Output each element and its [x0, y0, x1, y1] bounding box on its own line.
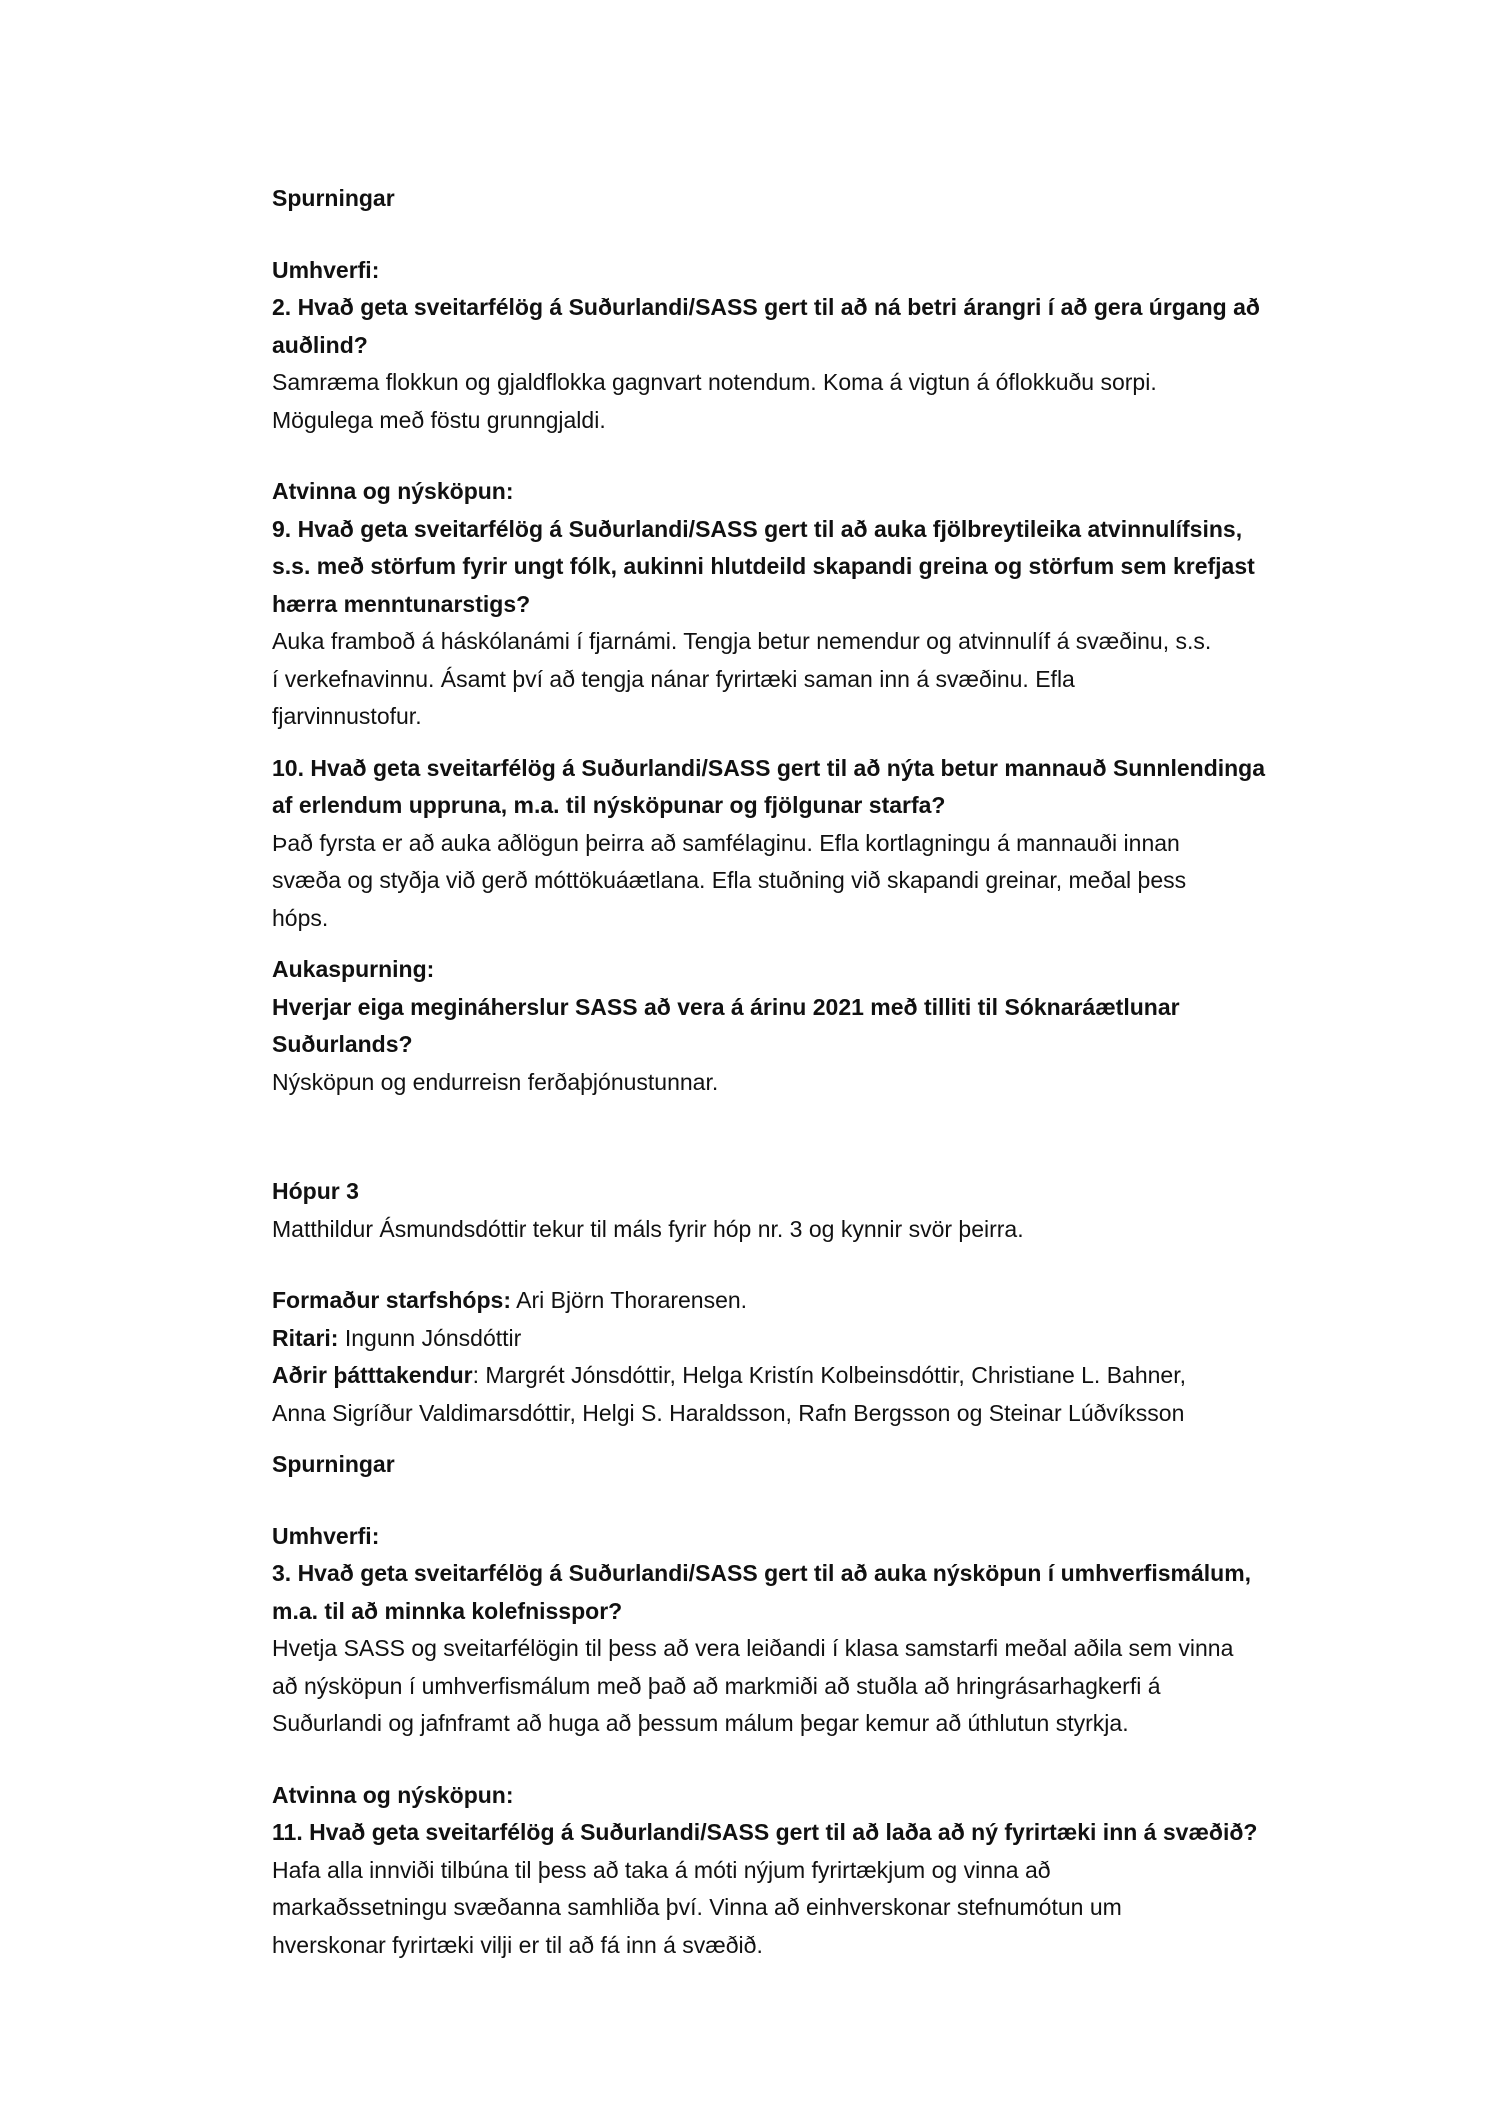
participants	[272, 1357, 1332, 1432]
question-11: 11. Hvað geta sveitarfélög á Suðurlandi/SASS gert til að laða að ný fyrirtæki inn á svæðið?	[272, 1819, 1258, 1845]
question-line: 9. Hvað geta sveitarfélög á Suðurlandi/SASS gert til að auka fjölbreytileika atvinnulífsins,	[272, 515, 1243, 542]
answer-line: markaðssetningu svæðanna samhliða því. Vinna að einhverskonar stefnumótun um	[272, 1894, 1122, 1920]
answer-line: fjarvinnustofur.	[272, 703, 422, 729]
topic-heading-environment: Umhverfi:	[272, 1522, 380, 1549]
document-page	[272, 180, 1332, 1964]
answer-line: Auka framboð á háskólanámi í fjarnámi. Tengja betur nemendur og atvinnulíf á svæðinu, s.s.	[272, 628, 1212, 654]
answer-line: hóps.	[272, 904, 329, 931]
topic-heading-business: Atvinna og nýsköpun:	[272, 1781, 514, 1808]
topic-heading-business: Atvinna og nýsköpun:	[272, 478, 514, 504]
question-line: auðlind?	[272, 331, 368, 358]
question-line: af erlendum uppruna, m.a. til nýsköpunar og fjölgunar starfa?	[272, 792, 946, 818]
group-title: Hópur 3	[272, 1178, 359, 1204]
answer-line: Það fyrsta er að auka aðlögun þeirra að samfélaginu. Efla kortlagningu á mannauði innan	[272, 829, 1180, 856]
question-line: m.a. til að minnka kolefnisspor?	[272, 1597, 623, 1624]
answer-11	[272, 1852, 1332, 1965]
answer-line: að nýsköpun í umhverfismálum með það að markmiði að stuðla að hringrásarhagkerfi á	[272, 1672, 1161, 1699]
answer-line: í verkefnavinnu. Ásamt því að tengja nánar fyrirtæki saman inn á svæðinu. Efla	[272, 665, 1075, 692]
answer-10	[272, 825, 1332, 938]
answer-line: svæða og styðja við gerð móttökuáætlana. Efla stuðning við skapandi greinar, meðal þess	[272, 867, 1187, 893]
question-line: Suðurlands?	[272, 1031, 413, 1057]
section-heading: Spurningar	[272, 185, 395, 211]
participants-label: Aðrir þátttakendur	[272, 1362, 473, 1388]
question-10	[272, 750, 1332, 825]
extra-answer: Nýsköpun og endurreisn ferðaþjónustunnar.	[272, 1068, 719, 1095]
question-line: 10. Hvað geta sveitarfélög á Suðurlandi/SASS gert til að nýta betur mannauð Sunnlendinga	[272, 754, 1266, 781]
question-2	[272, 289, 1332, 364]
answer-3	[272, 1630, 1332, 1743]
secretary-label: Ritari:	[272, 1324, 339, 1351]
extra-question	[272, 989, 1332, 1064]
answer-line: Samræma flokkun og gjaldflokka gagnvart notendum. Koma á vigtun á óflokkuðu sorpi.	[272, 369, 1157, 395]
chair-value: Ari Björn Thorarensen.	[510, 1287, 748, 1313]
answer-line: Hafa alla innviði tilbúna til þess að taka á móti nýjum fyrirtækjum og vinna að	[272, 1856, 1051, 1883]
answer-line: Mögulega með föstu grunngjaldi.	[272, 406, 606, 433]
topic-heading-environment: Umhverfi:	[272, 256, 380, 283]
question-line: 2. Hvað geta sveitarfélög á Suðurlandi/SASS gert til að ná betri árangri í að gera úrgang að	[272, 294, 1260, 320]
section-heading: Spurningar	[272, 1451, 395, 1477]
answer-line: Hvetja SASS og sveitarfélögin til þess að vera leiðandi í klasa samstarfi meðal aðila sem vinna	[272, 1635, 1234, 1661]
answer-line: hverskonar fyrirtæki vilji er til að fá inn á svæðið.	[272, 1931, 763, 1958]
answer-2	[272, 364, 1332, 439]
participants-value: : Margrét Jónsdóttir, Helga Kristín Kolbeinsdóttir, Christiane L. Bahner,	[472, 1362, 1186, 1388]
secretary-value: Ingunn Jónsdóttir	[338, 1324, 522, 1351]
question-line: 3. Hvað geta sveitarfélög á Suðurlandi/SASS gert til að auka nýsköpun í umhverfismálum,	[272, 1560, 1252, 1586]
question-line: hærra menntunarstigs?	[272, 590, 531, 617]
participants-line	[272, 1357, 1332, 1395]
question-line: s.s. með störfum fyrir ungt fólk, aukinni hlutdeild skapandi greina og störfum sem krefjast	[272, 553, 1255, 579]
answer-9	[272, 623, 1332, 736]
secretary-line	[272, 1320, 1332, 1358]
participants-line: Anna Sigríður Valdimarsdóttir, Helgi S. Haraldsson, Rafn Bergsson og Steinar Lúðvíksson	[272, 1399, 1185, 1426]
question-9	[272, 511, 1332, 624]
chair-line	[272, 1282, 1332, 1320]
group-intro: Matthildur Ásmundsdóttir tekur til máls fyrir hóp nr. 3 og kynnir svör þeirra.	[272, 1215, 1024, 1242]
question-3	[272, 1555, 1332, 1630]
question-line: Hverjar eiga megináherslur SASS að vera á árinu 2021 með tilliti til Sóknaráætlunar	[272, 993, 1180, 1020]
chair-label: Formaður starfshóps:	[272, 1287, 511, 1313]
answer-line: Suðurlandi og jafnframt að huga að þessum málum þegar kemur að úthlutun styrkja.	[272, 1710, 1129, 1736]
extra-question-label: Aukaspurning:	[272, 956, 435, 982]
